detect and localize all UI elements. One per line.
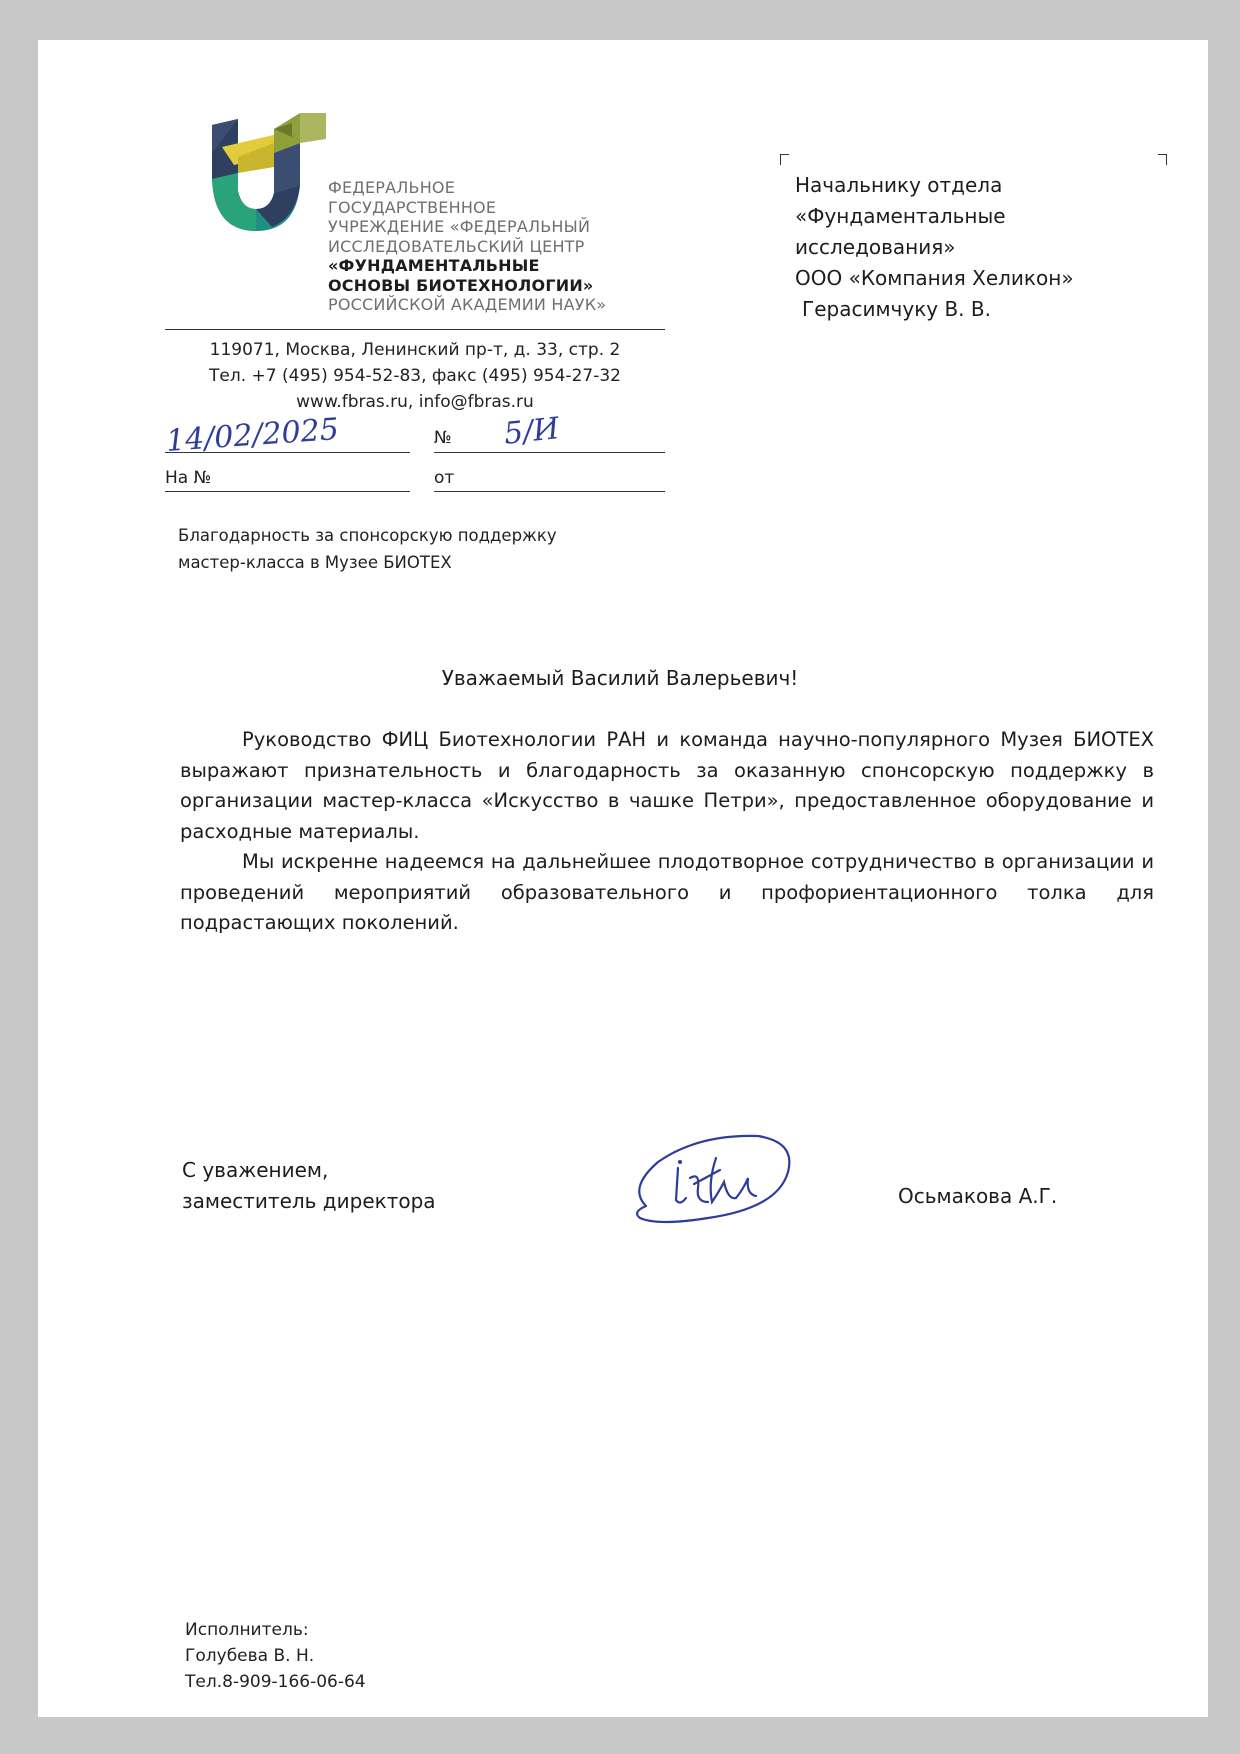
executor-label: Исполнитель: (185, 1620, 309, 1640)
org-line: ИССЛЕДОВАТЕЛЬСКИЙ ЦЕНТР (328, 236, 585, 256)
letter-greeting: Уважаемый Василий Валерьевич! (441, 666, 799, 690)
signer-name: Осьмакова А.Г. (898, 1184, 1058, 1208)
addressee-corner-right (1158, 154, 1167, 165)
body-paragraph: Мы искренне надеемся на дальнейшее плодотворное сотрудничество в организации и проведений мероприятий образовательного и профориентационного толка для подрастающих поколений. (180, 850, 1154, 934)
addressee-line: «Фундаментальные (795, 204, 1006, 228)
body-paragraph: Руководство ФИЦ Биотехнологии РАН и команда научно-популярного Музея БИОТЕХ выражают признательность и благодарность за оказанную спонсорскую поддержку в организации мастер-класса «Искусство в чашке Петри», предоставленное оборудование и расходные материалы. (180, 728, 1154, 843)
addressee-line: исследования» (795, 235, 956, 259)
org-web: www.fbras.ru, info@fbras.ru (296, 392, 534, 412)
letter-subject (178, 522, 557, 576)
org-line: РОССИЙСКОЙ АКАДЕМИИ НАУК» (328, 295, 607, 314)
handwritten-number: 5/И (502, 411, 562, 452)
org-phone: Тел. +7 (495) 954-52-83, факс (495) 954-27-32 (209, 366, 621, 386)
org-line: ФЕДЕРАЛЬНОЕ (328, 178, 456, 197)
signer-position: заместитель директора (182, 1189, 436, 1213)
from-label: от (434, 468, 455, 488)
organization-name (328, 178, 606, 315)
addressee-block (795, 170, 1074, 325)
org-line-bold: ОСНОВЫ БИОТЕХНОЛОГИИ» (328, 275, 594, 295)
letter-body (180, 725, 1154, 939)
closing-block (182, 1155, 436, 1217)
number-label: № (434, 428, 452, 448)
subject-line: Благодарность за спонсорскую поддержку (178, 526, 557, 545)
executor-name: Голубева В. Н. (185, 1646, 315, 1666)
handwritten-date: 14/02/2025 (164, 412, 340, 459)
org-line-bold: «ФУНДАМЕНТАЛЬНЫЕ (328, 256, 540, 275)
executor-phone: Тел.8-909-166-06-64 (185, 1672, 366, 1692)
closing-line: С уважением, (182, 1158, 329, 1182)
addressee-line: ООО «Компания Хеликон» (795, 266, 1074, 290)
ref-line (165, 491, 410, 492)
number-line (434, 452, 665, 453)
org-address: 119071, Москва, Ленинский пр-т, д. 33, стр. 2 (209, 340, 621, 360)
handwritten-signature (628, 1128, 798, 1232)
institute-logo (212, 113, 326, 233)
executor-block (185, 1617, 366, 1695)
org-line: ГОСУДАРСТВЕННОЕ (328, 197, 497, 217)
subject-line: мастер-класса в Музее БИОТЕХ (178, 553, 452, 572)
addressee-line: Герасимчуку В. В. (802, 297, 991, 321)
date-line (165, 452, 410, 453)
ref-label: На № (165, 468, 212, 488)
org-line: УЧРЕЖДЕНИЕ «ФЕДЕРАЛЬНЫЙ (328, 217, 591, 236)
from-line (434, 491, 665, 492)
addressee-line: Начальнику отдела (795, 173, 1003, 197)
addressee-corner-left (780, 154, 789, 165)
header-divider (165, 329, 665, 330)
